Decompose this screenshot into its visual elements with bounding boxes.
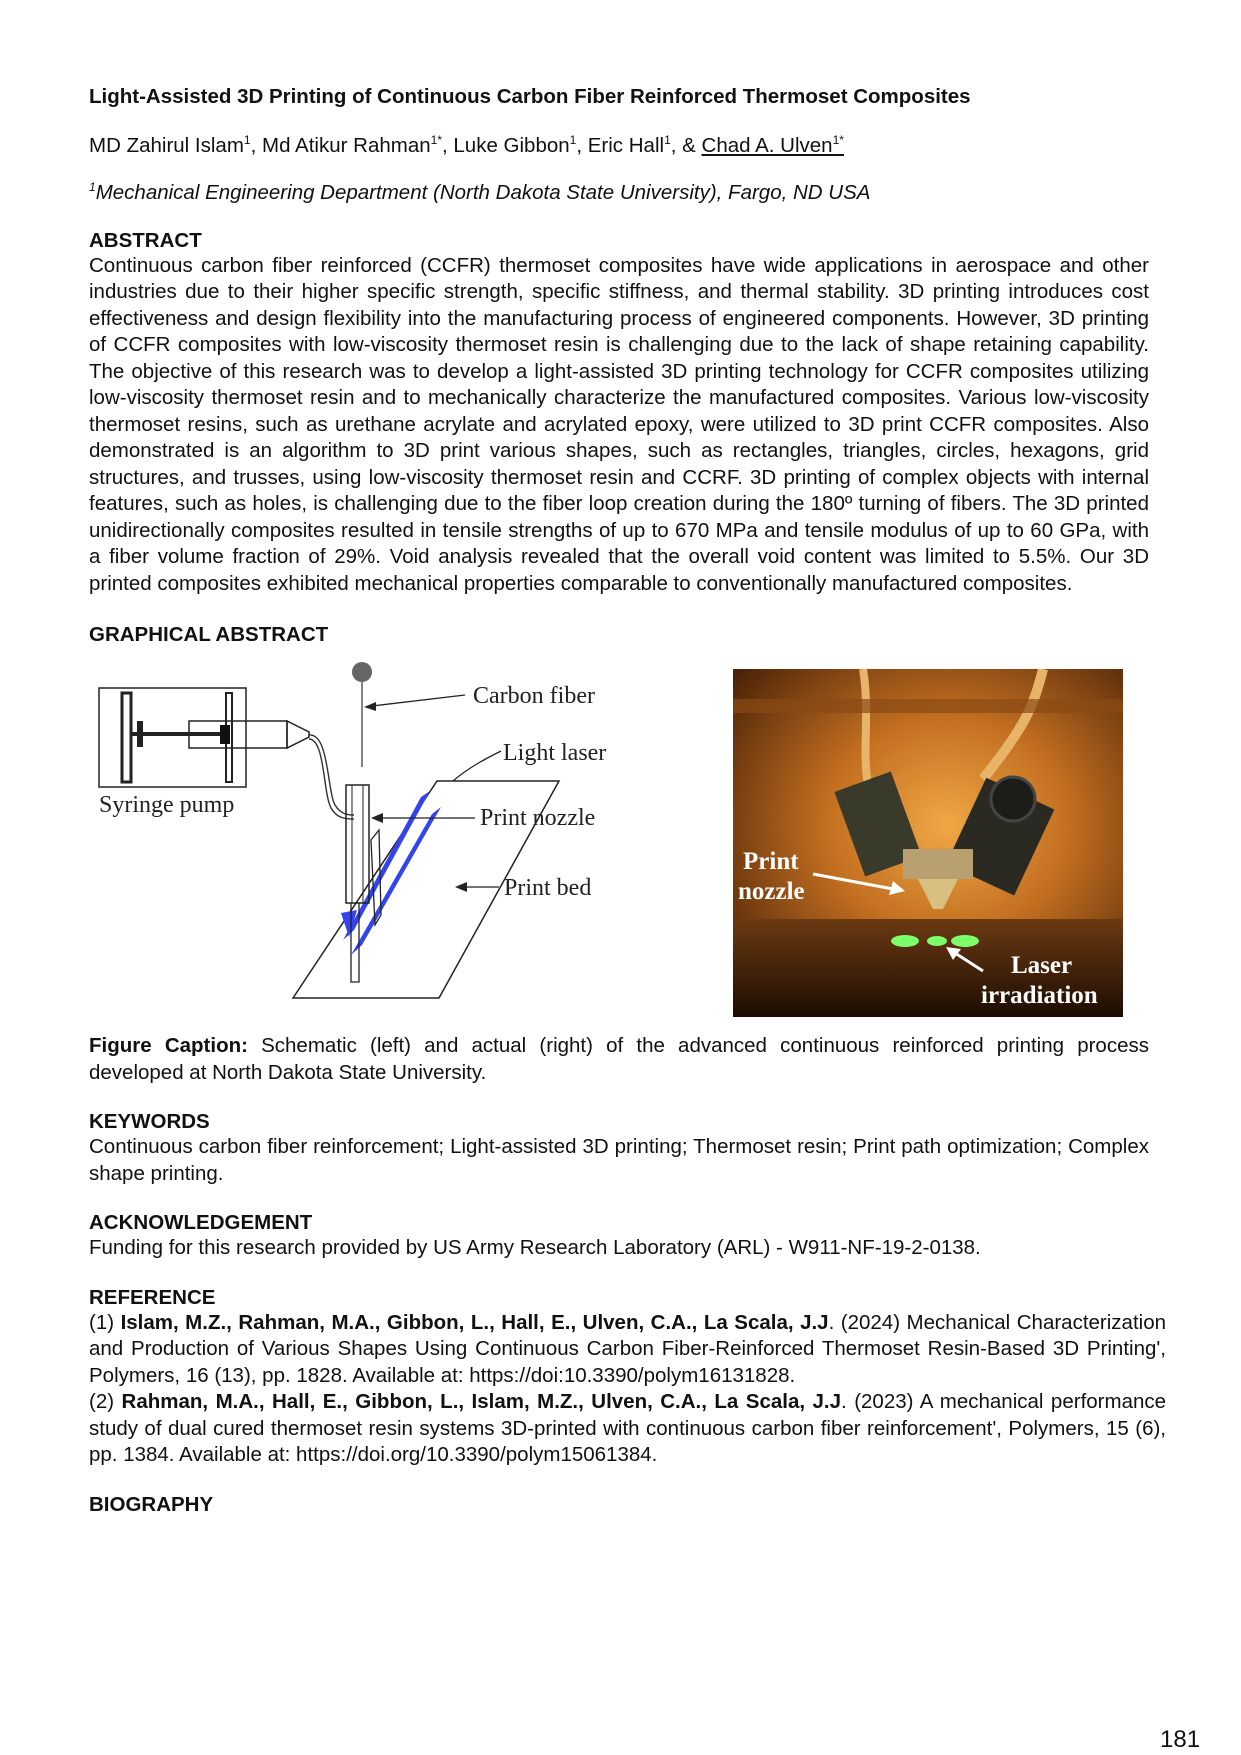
- keywords-text: Continuous carbon fiber reinforcement; Light-assisted 3D printing; Thermoset resin; Print path optimization; Complex shape printing.: [89, 1135, 1149, 1185]
- print-bed-arrow-head: [455, 882, 467, 892]
- resin-tube: [309, 735, 354, 815]
- paper-title: Light-Assisted 3D Printing of Continuous Carbon Fiber Reinforced Thermoset Composites: [89, 85, 971, 108]
- figure-caption: Figure Caption: Schematic (left) and actual (right) of the advanced continuous reinforced printing process developed at North Dakota State University.: [89, 1034, 1149, 1084]
- syringe-pump-left-bar: [122, 693, 131, 782]
- keywords-heading: KEYWORDS: [89, 1110, 210, 1134]
- photo-laser-spot-3: [951, 935, 979, 947]
- photo-label-laser: Laser: [1011, 952, 1073, 980]
- author-3: Luke Gibbon$^1$,: [453, 133, 588, 157]
- syringe-tip: [287, 721, 309, 748]
- syringe-plunger-rod: [131, 732, 221, 736]
- biography-heading: BIOGRAPHY: [89, 1492, 214, 1516]
- label-print-bed: Print bed: [504, 875, 592, 902]
- author-5-link[interactable]: Chad A. Ulven$^{1*}$: [701, 133, 844, 157]
- photo-fan: [991, 777, 1035, 821]
- label-carbon-fiber: Carbon fiber: [473, 683, 595, 710]
- schematic-diagram: [89, 655, 709, 1005]
- print-nozzle-inner: [352, 785, 363, 903]
- carbon-fiber-arrow: [372, 695, 465, 706]
- light-laser-pointer: [453, 751, 501, 781]
- photo-nozzle-carriage: [903, 849, 973, 879]
- page-number: 181: [1160, 1726, 1201, 1753]
- print-nozzle-body: [346, 785, 369, 903]
- author-list: [89, 133, 1161, 158]
- printer-photo: [733, 669, 1123, 1017]
- laser-beam-2: [351, 807, 441, 955]
- photo-frame-bar: [733, 699, 1123, 713]
- label-light-laser: Light laser: [503, 740, 607, 767]
- photo-laser-spot-1: [891, 935, 919, 947]
- acknowledgement-text: Funding for this research provided by US Army Research Laboratory (ARL) - W911-NF-19-2-0138.: [89, 1236, 981, 1260]
- reference-item-1: (1) Islam, M.Z., Rahman, M.A., Gibbon, L., Hall, E., Ulven, C.A., La Scala, J.J. (2024) Mechanical Characterization and Production of Various Shapes Using Continuous Carbon Fiber-Reinforced Thermoset Resin-Based 3D Printing', Polymers, 16 (13), pp. 1828. Available at: https://doi:10.3390/polym16131828.: [89, 1310, 1167, 1387]
- reference-heading: REFERENCE: [89, 1285, 216, 1309]
- syringe-resin: [220, 725, 230, 744]
- author-2: Md Atikur Rahman$^{1*}$,: [262, 133, 454, 157]
- abstract-heading: ABSTRACT: [89, 228, 202, 252]
- acknowledgement-heading: ACKNOWLEDGEMENT: [89, 1211, 313, 1235]
- print-nozzle-arrow-head: [371, 813, 383, 823]
- paper-page: [89, 85, 1167, 1517]
- fiber-spool: [352, 662, 372, 682]
- author-4: Eric Hall$^1$, &: [587, 133, 702, 157]
- graphical-abstract-figure: [89, 655, 1161, 1025]
- photo-label-print: Print: [743, 848, 799, 876]
- graphical-abstract-heading: GRAPHICAL ABSTRACT: [89, 623, 329, 647]
- label-print-nozzle: Print nozzle: [480, 805, 596, 832]
- laser-beam-1: [343, 791, 430, 940]
- reference-item-2: (2) Rahman, M.A., Hall, E., Gibbon, L., Islam, M.Z., Ulven, C.A., La Scala, J.J. (2023) A mechanical performance study of dual cured thermoset resin systems 3D-printed with continuous carbon fiber reinforcement', Polymers, 15 (6), pp. 1384. Available at: https://doi.org/10.3390/polym15061384.: [89, 1390, 1167, 1467]
- photo-label-nozzle: nozzle: [738, 878, 805, 906]
- photo-laser-spot-2: [927, 936, 947, 946]
- author-1: MD Zahirul Islam$^1$,: [89, 133, 263, 157]
- affiliation: $^1$Mechanical Engineering Department (North Dakota State University), Fargo, ND USA: [89, 179, 871, 204]
- syringe-plunger-head: [137, 721, 143, 747]
- abstract-text: Continuous carbon fiber reinforced (CCFR) thermoset composites have wide applications in aerospace and other industries due to their higher specific strength, specific stiffness, and thermal stability. 3D printing introduces cost effectiveness and design flexibility into the manufacturing process of engineered components. However, 3D printing of CCFR composites with low-viscosity thermoset resin is challenging due to the lack of shape retaining capability. The objective of this research was to develop a light-assisted 3D printing technology for CCFR composites utilizing low-viscosity thermoset resin and to mechanically characterize the manufactured composites. Various low-viscosity thermoset resins, such as urethane acrylate and acrylated epoxy, were utilized to 3D print CCFR composites. Also demonstrated is an algorithm to 3D print various shapes, such as rectangles, triangles, circles, hexagons, grid structures, and trusses, using low-viscosity thermoset resin and CCRF. 3D printing of complex objects with internal features, such as holes, is challenging due to the fiber loop creation during the 180º turning of fibers. The 3D printed unidirectionally composites resulted in tensile strengths of up to 670 MPa and tensile modulus of up to 60 GPa, with a fiber volume fraction of 29%. Void analysis revealed that the overall void content was limited to 5.5%. Our 3D printed composites exhibited mechanical properties comparable to conventionally manufactured composites.: [89, 253, 1149, 595]
- carbon-fiber-arrow-head: [364, 702, 376, 711]
- label-syringe-pump: Syringe pump: [99, 792, 235, 819]
- photo-label-irradiation: irradiation: [981, 982, 1098, 1010]
- resin-tube-inner: [309, 739, 354, 819]
